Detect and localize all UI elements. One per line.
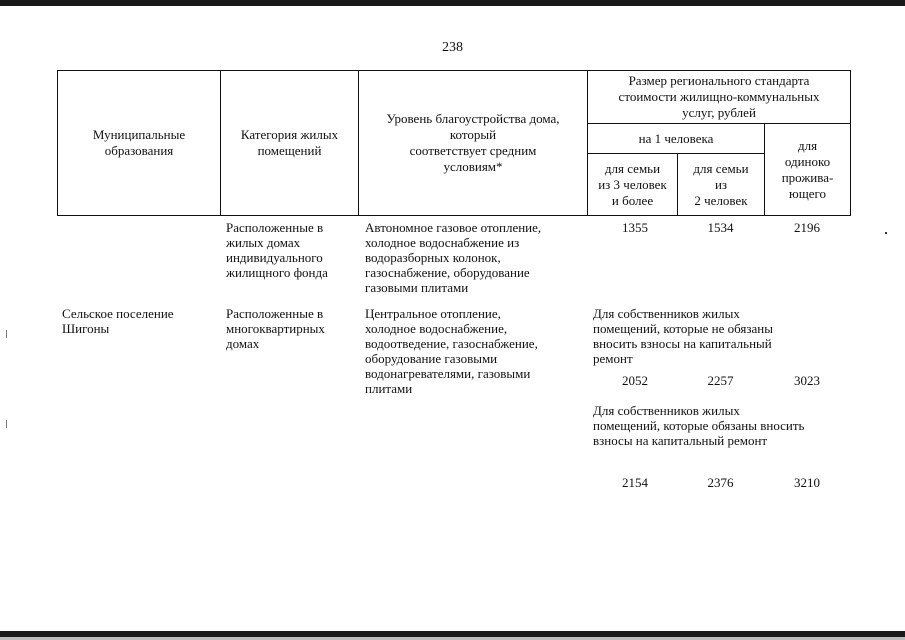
row1-category: Расположенные в жилых домах индивидуального жилищного фонда <box>226 220 328 280</box>
scan-border-top <box>0 0 905 6</box>
row2-a-family3-value: 2052 <box>622 373 648 388</box>
header-single: для одиноко прожива- ющего <box>765 124 851 216</box>
row2-note-with-obligation: Для собственников жилых помещений, которые обязаны вносить взносы на капитальный ремонт <box>593 403 805 448</box>
header-standard: Размер регионального стандарта стоимости жилищно-коммунальных услуг, рублей <box>588 71 851 124</box>
scan-dot <box>885 232 887 234</box>
header-municipality: Муниципальные образования <box>58 71 221 216</box>
header-category: Категория жилых помещений <box>221 71 359 216</box>
row2-b-family2-value: 2376 <box>707 475 734 490</box>
row1-level: Автономное газовое отопление, холодное водоснабжение из водоразборных колонок, газоснабжение, оборудование газовыми плитами <box>365 220 542 295</box>
municipality-name: Сельское поселение Шигоны <box>62 306 174 336</box>
row2-a-single-value: 3023 <box>794 373 820 388</box>
header-family-2: для семьи из 2 человек <box>678 154 765 216</box>
row2-level: Центральное отопление, холодное водоснабжение, водоотведение, газоснабжение, оборудование газовыми водонагревателями, газовыми плитами <box>365 306 538 396</box>
row1-single-value: 2196 <box>794 220 820 235</box>
row2-b-family3-value: 2154 <box>622 475 648 490</box>
table-header <box>57 70 851 216</box>
header-level: Уровень благоустройства дома, который соответствует средним условиям* <box>359 71 588 216</box>
scan-edge-mark <box>6 330 7 338</box>
scan-edge-mark <box>6 420 7 428</box>
row1-family3-value: 1355 <box>622 220 648 235</box>
row2-b-single-value: 3210 <box>794 475 820 490</box>
header-family-3: для семьи из 3 человек и более <box>588 154 678 216</box>
row2-note-no-obligation: Для собственников жилых помещений, которые не обязаны вносить взносы на капитальный ремонт <box>593 306 773 366</box>
page-number: 238 <box>442 40 463 55</box>
row2-a-family2-value: 2257 <box>707 373 734 388</box>
row2-category: Расположенные в многоквартирных домах <box>226 306 325 351</box>
row1-family2-value: 1534 <box>707 220 734 235</box>
header-per-person: на 1 человека <box>588 124 765 154</box>
